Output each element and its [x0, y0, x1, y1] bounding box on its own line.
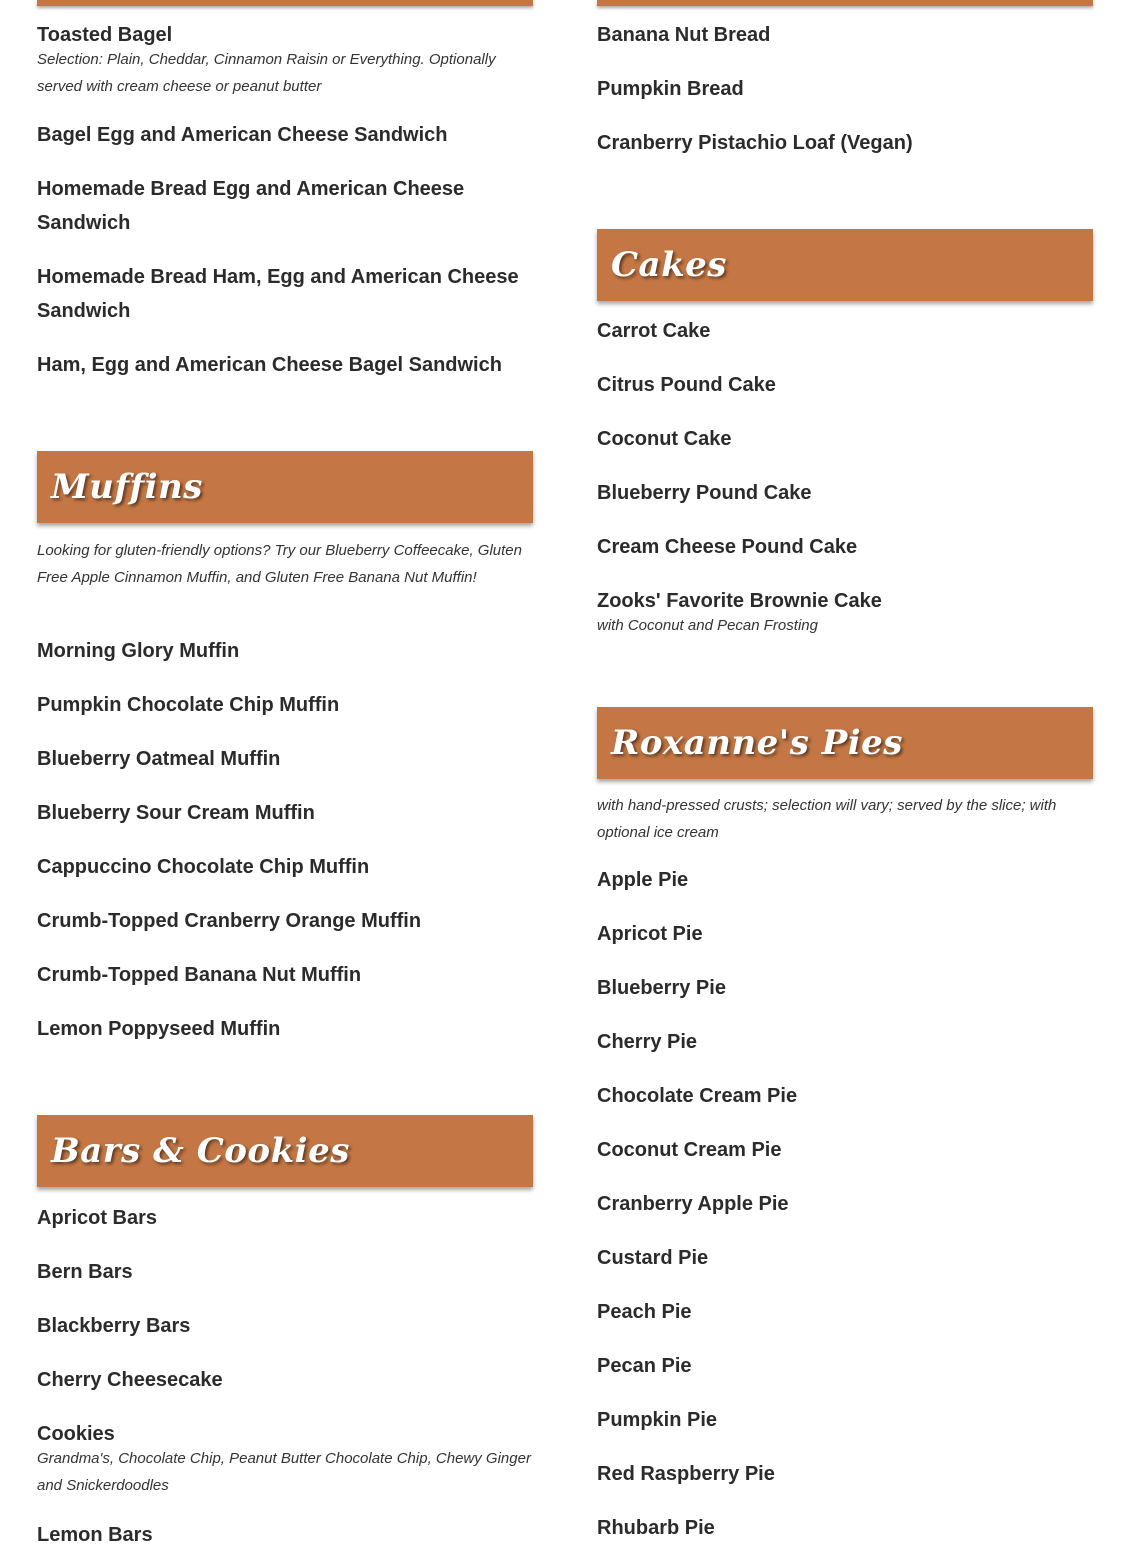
menu-item: Cranberry Pistachio Loaf (Vegan)	[597, 132, 913, 154]
menu-item: Cappuccino Chocolate Chip Muffin	[37, 856, 370, 878]
menu-item: Cream Cheese Pound Cake	[597, 536, 858, 558]
menu-item	[37, 1417, 533, 1499]
menu-item: Coconut Cream Pie	[597, 1139, 782, 1161]
menu-item: Apple Pie	[597, 869, 689, 891]
menu-item: Chocolate Cream Pie	[597, 1085, 798, 1107]
menu-item: Banana Nut Bread	[597, 24, 771, 46]
menu-item: Cherry Pie	[597, 1031, 698, 1053]
item-name: Toasted Bagel	[37, 24, 173, 46]
menu-item	[37, 118, 533, 152]
section-title: Cakes	[611, 245, 727, 285]
menu-item: Morning Glory Muffin	[37, 640, 240, 662]
section-note: with hand-pressed crusts; selection will vary; served by the slice; with optional ice cream	[597, 797, 1057, 841]
menu-item	[37, 260, 533, 328]
section-note: Looking for gluten-friendly options? Try our Blueberry Coffeecake, Gluten Free Apple Cinnamon Muffin, and Gluten Free Banana Nut Muffin!	[37, 542, 522, 586]
item-description: with Coconut and Pecan Frosting	[597, 617, 818, 634]
menu-item: Apricot Bars	[37, 1207, 158, 1229]
menu-item: Blackberry Bars	[37, 1315, 191, 1337]
menu-item	[37, 18, 533, 100]
menu-item	[597, 584, 1093, 639]
item-name: Zooks' Favorite Brownie Cake	[597, 590, 882, 612]
item-description: Grandma's, Chocolate Chip, Peanut Butter Chocolate Chip, Chewy Ginger and Snickerdoodles	[37, 1450, 531, 1494]
section-banner-muffins	[37, 451, 533, 523]
menu-item: Bern Bars	[37, 1261, 133, 1283]
left-column	[37, 0, 533, 1546]
menu-item: Crumb-Topped Banana Nut Muffin	[37, 964, 362, 986]
menu-item: Blueberry Pound Cake	[597, 482, 812, 504]
menu-item: Cherry Cheesecake	[37, 1369, 223, 1391]
menu-item: Blueberry Oatmeal Muffin	[37, 748, 281, 770]
section-title: Bars & Cookies	[51, 1131, 350, 1171]
menu-item: Blueberry Sour Cream Muffin	[37, 802, 315, 824]
item-name: Homemade Bread Ham, Egg and American Cheese Sandwich	[37, 266, 519, 322]
menu-item: Cranberry Apple Pie	[597, 1193, 789, 1215]
menu-item: Custard Pie	[597, 1247, 709, 1269]
menu-item: Pecan Pie	[597, 1355, 692, 1377]
item-description: Selection: Plain, Cheddar, Cinnamon Raisin or Everything. Optionally served with cream cheese or peanut butter	[37, 51, 496, 95]
section-banner-edge	[37, 0, 533, 6]
menu-item: Pumpkin Bread	[597, 78, 744, 100]
menu-item: Lemon Bars	[37, 1524, 153, 1546]
menu-item	[37, 172, 533, 240]
menu-item: Apricot Pie	[597, 923, 703, 945]
menu-item: Blueberry Pie	[597, 977, 726, 999]
item-name: Ham, Egg and American Cheese Bagel Sandwich	[37, 354, 502, 376]
section-banner-cakes	[597, 229, 1093, 301]
menu-item: Crumb-Topped Cranberry Orange Muffin	[37, 910, 422, 932]
item-name: Bagel Egg and American Cheese Sandwich	[37, 124, 448, 146]
section-banner-edge	[597, 0, 1093, 6]
menu-item: Coconut Cake	[597, 428, 732, 450]
menu-item: Pumpkin Chocolate Chip Muffin	[37, 694, 340, 716]
section-title: Roxanne's Pies	[611, 723, 903, 763]
menu-item: Red Raspberry Pie	[597, 1463, 775, 1485]
menu-item: Pumpkin Pie	[597, 1409, 718, 1431]
menu-item: Citrus Pound Cake	[597, 374, 776, 396]
menu-item: Carrot Cake	[597, 320, 711, 342]
menu-item	[37, 348, 533, 382]
menu-item: Rhubarb Pie	[597, 1517, 715, 1539]
item-name: Homemade Bread Egg and American Cheese Sandwich	[37, 178, 465, 234]
section-title: Muffins	[51, 467, 203, 507]
menu-item: Peach Pie	[597, 1301, 692, 1323]
menu-item: Lemon Poppyseed Muffin	[37, 1018, 281, 1040]
section-banner-pies	[597, 707, 1093, 779]
section-banner-bars-cookies	[37, 1115, 533, 1187]
item-name: Cookies	[37, 1423, 115, 1445]
right-column	[597, 0, 1093, 1539]
